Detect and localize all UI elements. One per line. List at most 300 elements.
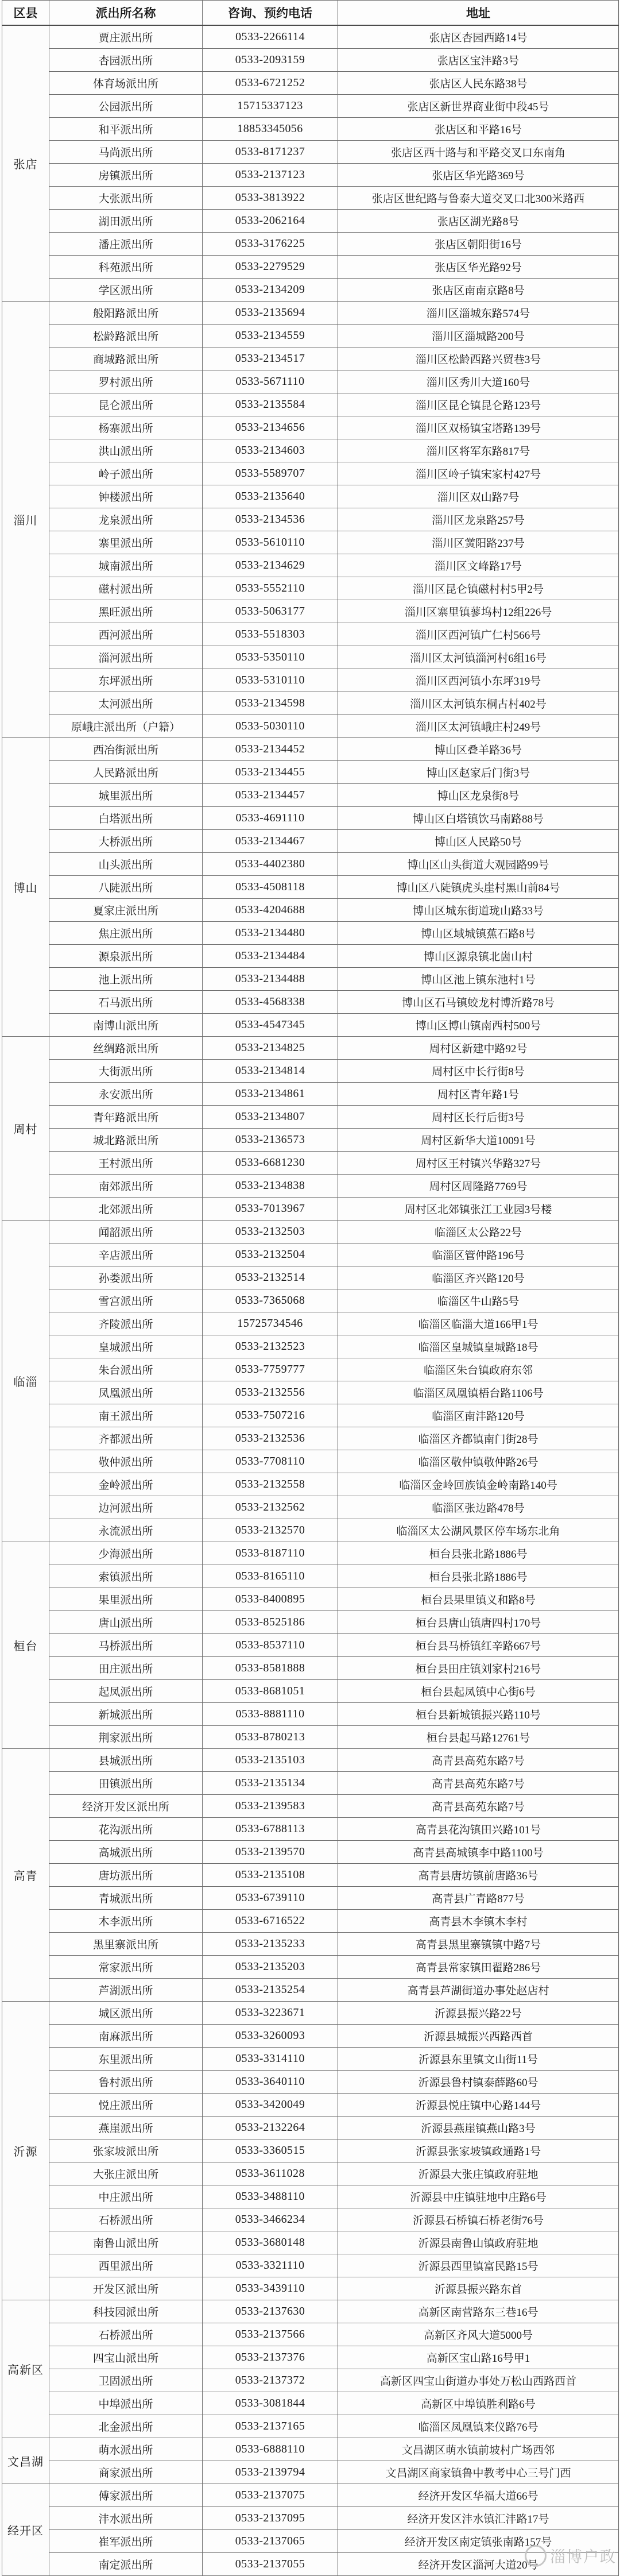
- table-row: [2, 1680, 619, 1703]
- address-cell: 博山区城东街道珑山路33号: [338, 899, 619, 922]
- table-header: [2, 1, 619, 26]
- station-name-cell: 黑旺派出所: [49, 600, 203, 623]
- table-row: [2, 2346, 619, 2369]
- station-name-cell: 城区派出所: [49, 2002, 203, 2025]
- station-name-cell: 房镇派出所: [49, 164, 203, 187]
- address-cell: 张店区新世界商业街中段45号: [338, 95, 619, 118]
- table-row: [2, 761, 619, 784]
- phone-cell: 0533-6716522: [203, 1910, 338, 1933]
- table-row: [2, 72, 619, 95]
- phone-cell: 0533-7507216: [203, 1404, 338, 1427]
- phone-cell: 0533-2062164: [203, 210, 338, 233]
- address-cell: 临淄区南沣路120号: [338, 1404, 619, 1427]
- station-name-cell: 源泉派出所: [49, 945, 203, 968]
- district-cell: 文昌湖: [2, 2438, 49, 2484]
- table-row: [2, 1726, 619, 1749]
- table-row: [2, 646, 619, 669]
- station-name-cell: 索镇派出所: [49, 1565, 203, 1588]
- address-cell: 周村区王村镇兴华路327号: [338, 1152, 619, 1175]
- table-row: [2, 1358, 619, 1381]
- phone-cell: 0533-8881110: [203, 1703, 338, 1726]
- table-row: [2, 1221, 619, 1243]
- station-name-cell: 八陡派出所: [49, 876, 203, 899]
- station-name-cell: 大张派出所: [49, 187, 203, 210]
- address-cell: 高青县高苑东路7号: [338, 1795, 619, 1818]
- address-cell: 经济开发区华福大道66号: [338, 2484, 619, 2507]
- table-row: [2, 968, 619, 991]
- station-name-cell: 唐坊派出所: [49, 1864, 203, 1887]
- station-name-cell: 经济开发区派出所: [49, 1795, 203, 1818]
- address-cell: 淄川区双杨镇宝塔路139号: [338, 416, 619, 439]
- column-header-station-name: 派出所名称: [49, 1, 203, 26]
- phone-cell: 0533-3321110: [203, 2254, 338, 2277]
- table-row: [2, 2002, 619, 2025]
- address-cell: 淄川区太河镇东桐古村402号: [338, 692, 619, 715]
- address-cell: 张店区世纪路与鲁泰大道交叉口北300米路西: [338, 187, 619, 210]
- station-name-cell: 傅家派出所: [49, 2484, 203, 2507]
- table-row: [2, 187, 619, 210]
- phone-cell: 0533-2134467: [203, 830, 338, 853]
- address-cell: 高青县花沟镇田兴路101号: [338, 1818, 619, 1841]
- address-cell: 桓台县田庄镇刘家村216号: [338, 1657, 619, 1680]
- phone-cell: 0533-2134452: [203, 738, 338, 761]
- table-row: [2, 141, 619, 164]
- table-row: [2, 1588, 619, 1611]
- station-name-cell: 王村派出所: [49, 1152, 203, 1175]
- address-cell: 沂源县石桥镇石桥老街76号: [338, 2208, 619, 2231]
- table-row: [2, 462, 619, 485]
- table-row: [2, 876, 619, 899]
- table-row: [2, 25, 619, 49]
- table-row: [2, 1887, 619, 1910]
- address-cell: 淄川区太河镇淄河村6组16号: [338, 646, 619, 669]
- address-cell: 高新区四宝山街道办事处万松山西路西首: [338, 2369, 619, 2392]
- phone-cell: 0533-8187110: [203, 1542, 338, 1565]
- address-cell: 博山区龙泉街8号: [338, 784, 619, 807]
- table-row: [2, 393, 619, 416]
- table-row: [2, 302, 619, 325]
- station-name-cell: 金岭派出所: [49, 1473, 203, 1496]
- station-name-cell: 潘庄派出所: [49, 233, 203, 256]
- address-cell: 临淄区朱台镇政府东邻: [338, 1358, 619, 1381]
- address-cell: 桓台县张北路1886号: [338, 1542, 619, 1565]
- table-row: [2, 2208, 619, 2231]
- table-row: [2, 1979, 619, 2002]
- phone-cell: 0533-5552110: [203, 577, 338, 600]
- station-name-cell: 少海派出所: [49, 1542, 203, 1565]
- phone-cell: 0533-8165110: [203, 1565, 338, 1588]
- phone-cell: 0533-2135108: [203, 1864, 338, 1887]
- table-row: [2, 1243, 619, 1266]
- table-row: [2, 347, 619, 370]
- phone-cell: 0533-2137075: [203, 2484, 338, 2507]
- phone-cell: 0533-5310110: [203, 669, 338, 692]
- table-row: [2, 1312, 619, 1335]
- station-name-cell: 凤凰派出所: [49, 1381, 203, 1404]
- station-name-cell: 太河派出所: [49, 692, 203, 715]
- address-cell: 淄川区西河镇小东坪319号: [338, 669, 619, 692]
- station-name-cell: 磁村派出所: [49, 577, 203, 600]
- station-name-cell: 马桥派出所: [49, 1634, 203, 1657]
- header-row: [2, 1, 619, 26]
- table-row: [2, 1289, 619, 1312]
- table-row: [2, 807, 619, 830]
- phone-cell: 0533-2134807: [203, 1106, 338, 1129]
- address-cell: 淄川区昆仑镇昆仑路123号: [338, 393, 619, 416]
- station-name-cell: 石桥派出所: [49, 2208, 203, 2231]
- address-cell: 高青县高苑东路7号: [338, 1749, 619, 1772]
- phone-cell: 0533-8681051: [203, 1680, 338, 1703]
- station-name-cell: 南鲁山派出所: [49, 2231, 203, 2254]
- table-row: [2, 2300, 619, 2323]
- phone-cell: 0533-2134488: [203, 968, 338, 991]
- table-row: [2, 531, 619, 554]
- station-name-cell: 钟楼派出所: [49, 485, 203, 508]
- phone-cell: 0533-4568338: [203, 991, 338, 1014]
- station-name-cell: 西河派出所: [49, 623, 203, 646]
- table-row: [2, 439, 619, 462]
- phone-cell: 0533-2134861: [203, 1083, 338, 1106]
- address-cell: 临淄区齐都镇南门街28号: [338, 1427, 619, 1450]
- station-name-cell: 寨里派出所: [49, 531, 203, 554]
- address-cell: 淄川区文峰路17号: [338, 554, 619, 577]
- table-row: [2, 738, 619, 761]
- table-row: [2, 2094, 619, 2117]
- station-name-cell: 学区派出所: [49, 279, 203, 302]
- address-cell: 周村区新建中路92号: [338, 1037, 619, 1060]
- station-name-cell: 山头派出所: [49, 853, 203, 876]
- phone-cell: 0533-2137376: [203, 2346, 338, 2369]
- address-cell: 桓台县马桥镇红辛路667号: [338, 1634, 619, 1657]
- station-name-cell: 崔军派出所: [49, 2530, 203, 2553]
- phone-cell: 0533-2135233: [203, 1933, 338, 1956]
- phone-cell: 0533-2137566: [203, 2323, 338, 2346]
- address-cell: 张店区宝沣路3号: [338, 49, 619, 72]
- phone-cell: 0533-3439110: [203, 2277, 338, 2300]
- station-name-cell: 城里派出所: [49, 784, 203, 807]
- address-cell: 周村区周隆路7769号: [338, 1175, 619, 1198]
- station-name-cell: 田镇派出所: [49, 1772, 203, 1795]
- table-row: [2, 1198, 619, 1221]
- table-row: [2, 256, 619, 279]
- phone-cell: 0533-6739110: [203, 1887, 338, 1910]
- phone-cell: 0533-2135694: [203, 302, 338, 325]
- phone-cell: 0533-2134598: [203, 692, 338, 715]
- table-row: [2, 2231, 619, 2254]
- phone-cell: 0533-3680148: [203, 2231, 338, 2254]
- station-name-cell: 青城派出所: [49, 1887, 203, 1910]
- phone-cell: 0533-2134814: [203, 1060, 338, 1083]
- phone-cell: 0533-2137165: [203, 2415, 338, 2438]
- phone-cell: 0533-5610110: [203, 531, 338, 554]
- table-row: [2, 2392, 619, 2415]
- address-cell: 博山区叠羊路36号: [338, 738, 619, 761]
- phone-cell: 0533-2135254: [203, 1979, 338, 2002]
- table-row: [2, 233, 619, 256]
- station-name-cell: 公园派出所: [49, 95, 203, 118]
- table-row: [2, 2254, 619, 2277]
- phone-cell: 0533-8537110: [203, 1634, 338, 1657]
- address-cell: 沂源县振兴路22号: [338, 2002, 619, 2025]
- phone-cell: 0533-2132504: [203, 1243, 338, 1266]
- station-name-cell: 朱台派出所: [49, 1358, 203, 1381]
- phone-cell: 0533-3360515: [203, 2139, 338, 2162]
- station-name-cell: 石马派出所: [49, 991, 203, 1014]
- address-cell: 文昌湖区商家镇鲁中教考中心三号门西: [338, 2461, 619, 2484]
- phone-cell: 0533-5671110: [203, 370, 338, 393]
- address-cell: 高青县广青路877号: [338, 1887, 619, 1910]
- table-row: [2, 1864, 619, 1887]
- address-cell: 高青县常家镇田翟路286号: [338, 1956, 619, 1979]
- station-name-cell: 焦庄派出所: [49, 922, 203, 945]
- phone-cell: 0533-4547345: [203, 1014, 338, 1037]
- station-name-cell: 卫固派出所: [49, 2369, 203, 2392]
- address-cell: 沂源县南鲁山镇政府驻地: [338, 2231, 619, 2254]
- table-row: [2, 1611, 619, 1634]
- address-cell: 周村区青年路1号: [338, 1083, 619, 1106]
- station-name-cell: 松龄路派出所: [49, 325, 203, 347]
- station-name-cell: 大张庄派出所: [49, 2162, 203, 2185]
- address-cell: 周村区长行后街3号: [338, 1106, 619, 1129]
- table-row: [2, 2025, 619, 2048]
- phone-cell: 0533-2132536: [203, 1427, 338, 1450]
- phone-cell: 0533-2132558: [203, 1473, 338, 1496]
- phone-cell: 0533-2134455: [203, 761, 338, 784]
- address-cell: 经济开发区沣水镇汇沣路17号: [338, 2507, 619, 2530]
- column-header-address: 地址: [338, 1, 619, 26]
- station-name-cell: 白塔派出所: [49, 807, 203, 830]
- station-name-cell: 永安派出所: [49, 1083, 203, 1106]
- phone-cell: 0533-3260093: [203, 2025, 338, 2048]
- station-name-cell: 岭子派出所: [49, 462, 203, 485]
- phone-cell: 0533-5518303: [203, 623, 338, 646]
- table-row: [2, 692, 619, 715]
- address-cell: 淄川区昆仑镇磁村村5甲2号: [338, 577, 619, 600]
- address-cell: 临淄区太公湖风景区停车场东北角: [338, 1519, 619, 1542]
- address-cell: 高青县芦湖街道办事处赵店村: [338, 1979, 619, 2002]
- address-cell: 博山区人民路50号: [338, 830, 619, 853]
- station-name-cell: 大桥派出所: [49, 830, 203, 853]
- address-cell: 张店区和平路16号: [338, 118, 619, 141]
- address-cell: 周村区北郊镇张江工业园3号楼: [338, 1198, 619, 1221]
- phone-cell: 0533-2266114: [203, 25, 338, 49]
- address-cell: 张店区西十路与和平路交叉口东南角: [338, 141, 619, 164]
- station-name-cell: 萌水派出所: [49, 2438, 203, 2461]
- table-row: [2, 2438, 619, 2461]
- district-cell: 淄川: [2, 302, 49, 738]
- table-row: [2, 899, 619, 922]
- station-name-cell: 西里派出所: [49, 2254, 203, 2277]
- table-row: [2, 991, 619, 1014]
- table-row: [2, 279, 619, 302]
- address-cell: 桓台县新城镇振兴路110号: [338, 1703, 619, 1726]
- station-name-cell: 鲁村派出所: [49, 2071, 203, 2094]
- station-name-cell: 石桥派出所: [49, 2323, 203, 2346]
- address-cell: 张店区朝阳街16号: [338, 233, 619, 256]
- station-name-cell: 科技园派出所: [49, 2300, 203, 2323]
- station-name-cell: 昆仑派出所: [49, 393, 203, 416]
- table-row: [2, 1496, 619, 1519]
- phone-cell: 0533-2139794: [203, 2461, 338, 2484]
- district-cell: 周村: [2, 1037, 49, 1221]
- table-row: [2, 164, 619, 187]
- address-cell: 博山区域城镇蕉石路8号: [338, 922, 619, 945]
- station-name-cell: 商家派出所: [49, 2461, 203, 2484]
- phone-cell: 0533-2135134: [203, 1772, 338, 1795]
- table-row: [2, 830, 619, 853]
- phone-cell: 0533-2132514: [203, 1266, 338, 1289]
- table-row: [2, 485, 619, 508]
- table-row: [2, 853, 619, 876]
- table-row: [2, 1404, 619, 1427]
- column-header-district: 区县: [2, 1, 49, 26]
- table-row: [2, 1266, 619, 1289]
- station-name-cell: 果里派出所: [49, 1588, 203, 1611]
- station-name-cell: 闻韶派出所: [49, 1221, 203, 1243]
- station-name-cell: 中庄派出所: [49, 2185, 203, 2208]
- station-name-cell: 淄河派出所: [49, 646, 203, 669]
- phone-cell: 0533-3314110: [203, 2048, 338, 2071]
- column-header-phone: 咨询、预约电话: [203, 1, 338, 26]
- station-name-cell: 北郊派出所: [49, 1198, 203, 1221]
- station-name-cell: 孙娄派出所: [49, 1266, 203, 1289]
- address-cell: 淄川区龙泉路257号: [338, 508, 619, 531]
- phone-cell: 0533-2137095: [203, 2507, 338, 2530]
- table-row: [2, 1152, 619, 1175]
- table-row: [2, 2323, 619, 2346]
- address-cell: 沂源县中庄镇驻地中庄路6号: [338, 2185, 619, 2208]
- phone-cell: 0533-3420049: [203, 2094, 338, 2117]
- district-cell: 张店: [2, 25, 49, 302]
- station-name-cell: 沣水派出所: [49, 2507, 203, 2530]
- station-name-cell: 县城派出所: [49, 1749, 203, 1772]
- table-row: [2, 600, 619, 623]
- table-row: [2, 1335, 619, 1358]
- table-row: [2, 1037, 619, 1060]
- phone-cell: 0533-2132562: [203, 1496, 338, 1519]
- phone-cell: 0533-4508118: [203, 876, 338, 899]
- phone-cell: 0533-4691110: [203, 807, 338, 830]
- address-cell: 淄川区淄城路200号: [338, 325, 619, 347]
- address-cell: 临淄区管仲路196号: [338, 1243, 619, 1266]
- table-row: [2, 1749, 619, 1772]
- station-name-cell: 城北路派出所: [49, 1129, 203, 1152]
- phone-cell: 0533-3081844: [203, 2392, 338, 2415]
- phone-cell: 0533-2135584: [203, 393, 338, 416]
- address-cell: 淄川区黉阳路237号: [338, 531, 619, 554]
- phone-cell: 0533-2137372: [203, 2369, 338, 2392]
- station-name-cell: 敬仲派出所: [49, 1450, 203, 1473]
- address-cell: 淄川区将军东路817号: [338, 439, 619, 462]
- phone-cell: 0533-8581888: [203, 1657, 338, 1680]
- station-name-cell: 丝绸路派出所: [49, 1037, 203, 1060]
- district-cell: 沂源: [2, 2002, 49, 2300]
- phone-cell: 0533-2132570: [203, 1519, 338, 1542]
- phone-cell: 0533-2135640: [203, 485, 338, 508]
- table-row: [2, 1703, 619, 1726]
- phone-cell: 0533-4402380: [203, 853, 338, 876]
- station-name-cell: 东里派出所: [49, 2048, 203, 2071]
- table-row: [2, 1427, 619, 1450]
- table-row: [2, 2071, 619, 2094]
- phone-cell: 0533-2134838: [203, 1175, 338, 1198]
- table-row: [2, 2117, 619, 2139]
- table-row: [2, 1542, 619, 1565]
- address-cell: 张店区湖光路8号: [338, 210, 619, 233]
- address-cell: 淄川区双山路7号: [338, 485, 619, 508]
- address-cell: 沂源县悦庄镇中心路144号: [338, 2094, 619, 2117]
- station-name-cell: 洪山派出所: [49, 439, 203, 462]
- district-cell: 博山: [2, 738, 49, 1037]
- station-name-cell: 南王派出所: [49, 1404, 203, 1427]
- address-cell: 沂源县城振兴西路西首: [338, 2025, 619, 2048]
- address-cell: 张店区华光路92号: [338, 256, 619, 279]
- station-name-cell: 北金派出所: [49, 2415, 203, 2438]
- station-name-cell: 高城派出所: [49, 1841, 203, 1864]
- address-cell: 淄川区西河镇广仁村566号: [338, 623, 619, 646]
- address-cell: 桓台县起马路12761号: [338, 1726, 619, 1749]
- address-cell: 博山区石马镇蛟龙村博沂路78号: [338, 991, 619, 1014]
- station-name-cell: 常家派出所: [49, 1956, 203, 1979]
- station-name-cell: 城南派出所: [49, 554, 203, 577]
- station-name-cell: 黑里寨派出所: [49, 1933, 203, 1956]
- station-name-cell: 和平派出所: [49, 118, 203, 141]
- phone-cell: 0533-7759777: [203, 1358, 338, 1381]
- station-name-cell: 悦庄派出所: [49, 2094, 203, 2117]
- station-name-cell: 科苑派出所: [49, 256, 203, 279]
- station-name-cell: 张家坡派出所: [49, 2139, 203, 2162]
- table-row: [2, 325, 619, 347]
- district-cell: 临淄: [2, 1221, 49, 1542]
- address-cell: 桓台县果里镇义和路8号: [338, 1588, 619, 1611]
- phone-cell: 0533-2134457: [203, 784, 338, 807]
- address-cell: 临淄区太公路22号: [338, 1221, 619, 1243]
- phone-cell: 0533-3466234: [203, 2208, 338, 2231]
- phone-cell: 0533-5350110: [203, 646, 338, 669]
- address-cell: 沂源县大张庄镇政府驻地: [338, 2162, 619, 2185]
- table-row: [2, 1841, 619, 1864]
- address-cell: 淄川区岭子镇宋家村427号: [338, 462, 619, 485]
- address-cell: 高青县黑里寨镇镇中路7号: [338, 1933, 619, 1956]
- table-row: [2, 1060, 619, 1083]
- table-row: [2, 2139, 619, 2162]
- phone-cell: 0533-2132503: [203, 1221, 338, 1243]
- address-cell: 博山区博山镇南西村500号: [338, 1014, 619, 1037]
- phone-cell: 15725734546: [203, 1312, 338, 1335]
- station-name-cell: 燕崖派出所: [49, 2117, 203, 2139]
- address-cell: 临淄区凤凰镇来仪路76号: [338, 2415, 619, 2438]
- phone-cell: 0533-7708110: [203, 1450, 338, 1473]
- table-row: [2, 623, 619, 646]
- phone-cell: 0533-2136573: [203, 1129, 338, 1152]
- address-cell: 周村区中长行街8号: [338, 1060, 619, 1083]
- phone-cell: 0533-2137055: [203, 2553, 338, 2576]
- station-name-cell: 杏园派出所: [49, 49, 203, 72]
- district-cell: 桓台: [2, 1542, 49, 1749]
- address-cell: 高青县高城镇李中路1100号: [338, 1841, 619, 1864]
- phone-cell: 0533-2132556: [203, 1381, 338, 1404]
- table-row: [2, 2461, 619, 2484]
- station-name-cell: 西冶街派出所: [49, 738, 203, 761]
- address-cell: 淄川区太河镇峨庄村249号: [338, 715, 619, 738]
- phone-cell: 0533-2132264: [203, 2117, 338, 2139]
- address-cell: 高青县高苑东路7号: [338, 1772, 619, 1795]
- table-row: [2, 1129, 619, 1152]
- station-name-cell: 湖田派出所: [49, 210, 203, 233]
- station-name-cell: 南麻派出所: [49, 2025, 203, 2048]
- address-cell: 高青县唐坊镇前唐路36号: [338, 1864, 619, 1887]
- table-row: [2, 1175, 619, 1198]
